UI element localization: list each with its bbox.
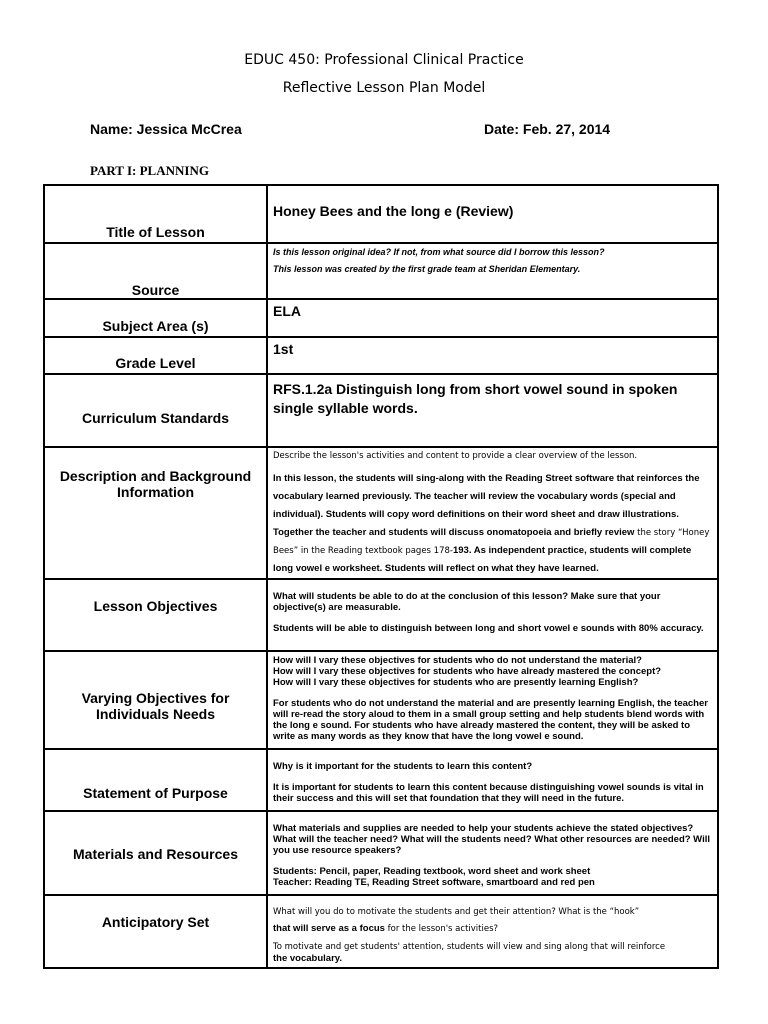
- standards-value: RFS.1.2a Distinguish long from short vowel sound in spoken single syllable words.: [273, 381, 678, 416]
- anticipatory-prompt-line1: What will you do to motivate the students and get their attention? What is the “hook”: [273, 907, 640, 917]
- value-cell: [267, 811, 718, 895]
- description-prompt: Describe the lesson's activities and content to provide a clear overview of the lesson.: [273, 451, 638, 461]
- purpose-prompt: Why is it important for the students to learn this content?: [273, 761, 533, 772]
- label-cell: [44, 299, 267, 337]
- label-cell: [44, 895, 267, 968]
- row-description: [44, 447, 718, 579]
- label-cell: [44, 243, 267, 299]
- row-materials: [44, 811, 718, 895]
- row-label: Statement of Purpose: [83, 785, 228, 801]
- row-anticipatory: [44, 895, 718, 968]
- label-cell: [44, 185, 267, 243]
- value-cell: [267, 374, 718, 447]
- row-label: Title of Lesson: [106, 224, 205, 240]
- row-grade: [44, 337, 718, 374]
- row-varying: [44, 651, 718, 749]
- varying-prompt-3: How will I vary these objectives for students who are presently learning English?: [273, 677, 639, 688]
- row-label: Source: [131, 282, 180, 298]
- label-cell: [44, 811, 267, 895]
- document-subtitle: Reflective Lesson Plan Model: [282, 80, 486, 96]
- source-value: This lesson was created by the first grade team at Sheridan Elementary.: [273, 264, 581, 274]
- value-cell: [267, 243, 718, 299]
- materials-prompt: What materials and supplies are needed to help your students achieve the stated objectives? What will the teacher need? What will the students need? What other resources are needed? Will you use resource speakers?: [273, 823, 710, 856]
- row-label: Varying Objectives for Individuals Needs: [81, 690, 230, 722]
- label-cell: [44, 749, 267, 811]
- row-objectives: [44, 579, 718, 651]
- lesson-title-value: Honey Bees and the long e (Review): [273, 203, 514, 219]
- row-label: Subject Area (s): [102, 318, 209, 334]
- row-label: Curriculum Standards: [81, 410, 230, 426]
- row-purpose: [44, 749, 718, 811]
- label-cell: [44, 447, 267, 579]
- value-cell: [267, 337, 718, 374]
- varying-value: For students who do not understand the material and are presently learning English, the teacher will re-read the story aloud to them in a small group setting and help students blend words with the long e sound. For students who have already mastered the content, they will be asked to write as many words as they know that have the long vowel e sound.: [273, 698, 708, 742]
- anticipatory-value-line2: the vocabulary.: [273, 953, 342, 964]
- value-cell: [267, 185, 718, 243]
- label-cell: [44, 337, 267, 374]
- row-title: [44, 185, 718, 243]
- label-cell: [44, 579, 267, 651]
- lesson-plan-table: [43, 184, 719, 969]
- row-label: Description and Background Information: [59, 468, 252, 500]
- objectives-value: Students will be able to distinguish between long and short vowel e sounds with 80% accuracy.: [273, 623, 704, 634]
- source-prompt: Is this lesson original idea? If not, from what source did I borrow this lesson?: [273, 247, 605, 257]
- value-cell: [267, 299, 718, 337]
- name-field: Name: Jessica McCrea: [90, 121, 242, 137]
- value-cell: [267, 579, 718, 651]
- objectives-prompt: What will students be able to do at the conclusion of this lesson? Make sure that your objective(s) are measurable.: [273, 591, 661, 613]
- grade-value: 1st: [273, 341, 294, 357]
- value-cell: [267, 895, 718, 968]
- course-title: EDUC 450: Professional Clinical Practice: [244, 52, 524, 68]
- value-cell: [267, 749, 718, 811]
- row-standards: [44, 374, 718, 447]
- materials-students: Students: Pencil, paper, Reading textbook, word sheet and work sheet: [273, 866, 591, 877]
- label-cell: [44, 651, 267, 749]
- varying-prompt-2: How will I vary these objectives for students who have already mastered the concept?: [273, 666, 662, 677]
- subject-value: ELA: [273, 303, 301, 319]
- row-subject: [44, 299, 718, 337]
- materials-teacher: Teacher: Reading TE, Reading Street software, smartboard and red pen: [273, 877, 595, 888]
- date-field: Date: Feb. 27, 2014: [484, 121, 611, 137]
- row-label: Anticipatory Set: [101, 914, 210, 930]
- row-label: Lesson Objectives: [93, 598, 218, 614]
- row-source: [44, 243, 718, 299]
- row-label: Materials and Resources: [73, 846, 238, 862]
- description-value: In this lesson, the students will sing-along with the Reading Street software that reinforces the vocabulary learned previously. The teacher will review the vocabulary words (special and individual). Students will copy word definitions on their word sheet and draw illustrations. Together the teacher and students will discuss onomatopoeia and briefly review the story “Honey Bees” in the Reading textbook pages 178-193. As independent practice, students will complete long vowel e worksheet. Students will reflect on what they have learned.: [273, 473, 710, 574]
- row-label: Grade Level: [115, 355, 196, 371]
- anticipatory-prompt-line2: that will serve as a focus for the lesson's activities?: [273, 923, 499, 934]
- part-heading: PART I: PLANNING: [90, 163, 209, 178]
- anticipatory-value-line1: To motivate and get students' attention, students will view and sing along that will reinforce: [273, 942, 666, 952]
- value-cell: [267, 651, 718, 749]
- label-cell: [44, 374, 267, 447]
- purpose-value: It is important for students to learn this content because distinguishing vowel sounds is vital in their success and this will set that foundation that they will need in the future.: [273, 782, 704, 804]
- varying-prompt-1: How will I vary these objectives for students who do not understand the material?: [273, 655, 642, 666]
- value-cell: [267, 447, 718, 579]
